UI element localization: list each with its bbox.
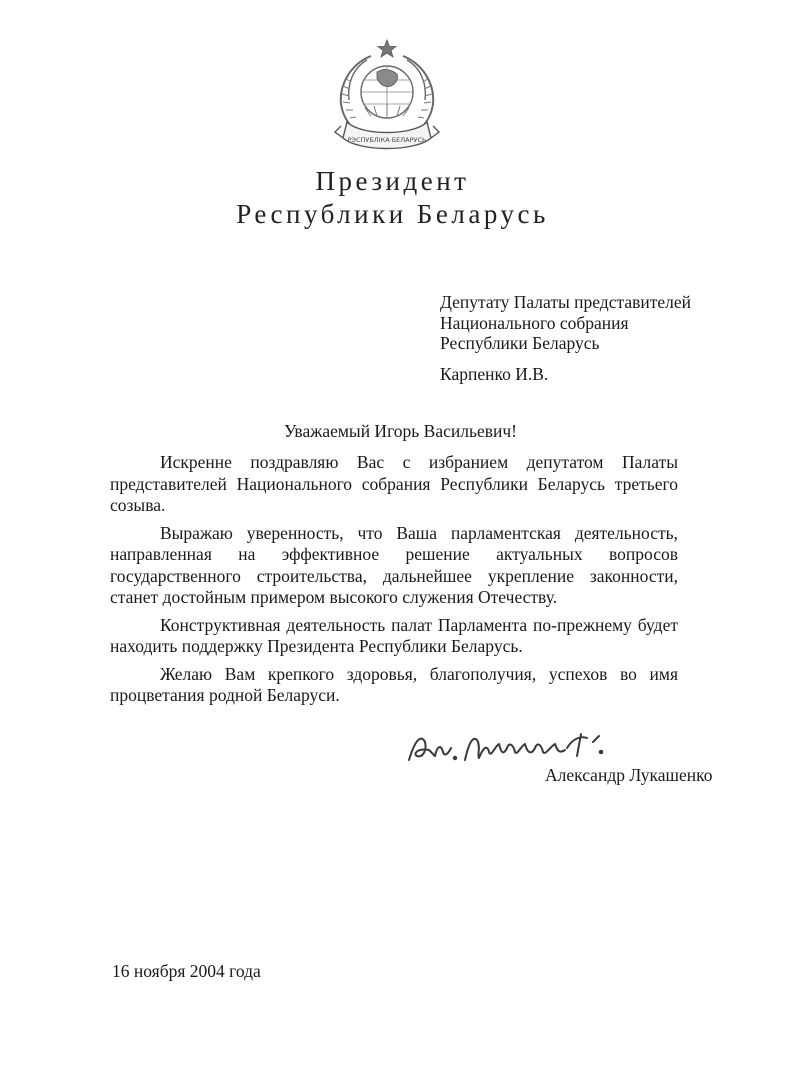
handwritten-signature (405, 722, 615, 770)
body-paragraph-3: Конструктивная деятельность палат Парламента по-прежнему будет находить поддержку Президента Республики Беларусь. (110, 614, 678, 656)
letterhead-title-line1: Президент (315, 166, 470, 196)
letterhead-title-line2: Республики Беларусь (236, 199, 549, 229)
letter-date: 16 ноября 2004 года (112, 961, 261, 981)
body-paragraph-4: Желаю Вам крепкого здоровья, благополучия, успехов во имя процветания родной Беларуси. (110, 663, 678, 705)
salutation: Уважаемый Игорь Васильевич! (284, 421, 517, 441)
addressee-line-2: Национального собрания (440, 312, 629, 333)
letter-body (110, 452, 678, 713)
addressee-block (440, 292, 770, 384)
coat-of-arms-icon (331, 38, 443, 154)
emblem-ribbon-text: РЭСПУБЛІКА БЕЛАРУСЬ (347, 136, 427, 144)
body-paragraph-1: Искренне поздравляю Вас с избранием депутатом Палаты представителей Национального собрания Республики Беларусь третьего созыва. (110, 452, 678, 515)
body-paragraph-2: Выражаю уверенность, что Ваша парламентская деятельность, направленная на эффективное решение актуальных вопросов государственного строительства, дальнейшее укрепление законности, станет достойным примером высокого служения Отечеству. (110, 522, 678, 607)
addressee-line-1: Депутату Палаты представителей (440, 292, 691, 312)
addressee-name: Карпенко И.В. (440, 363, 549, 384)
addressee-line-3: Республики Беларусь (440, 333, 600, 353)
signer-name: Александр Лукашенко (545, 765, 713, 785)
